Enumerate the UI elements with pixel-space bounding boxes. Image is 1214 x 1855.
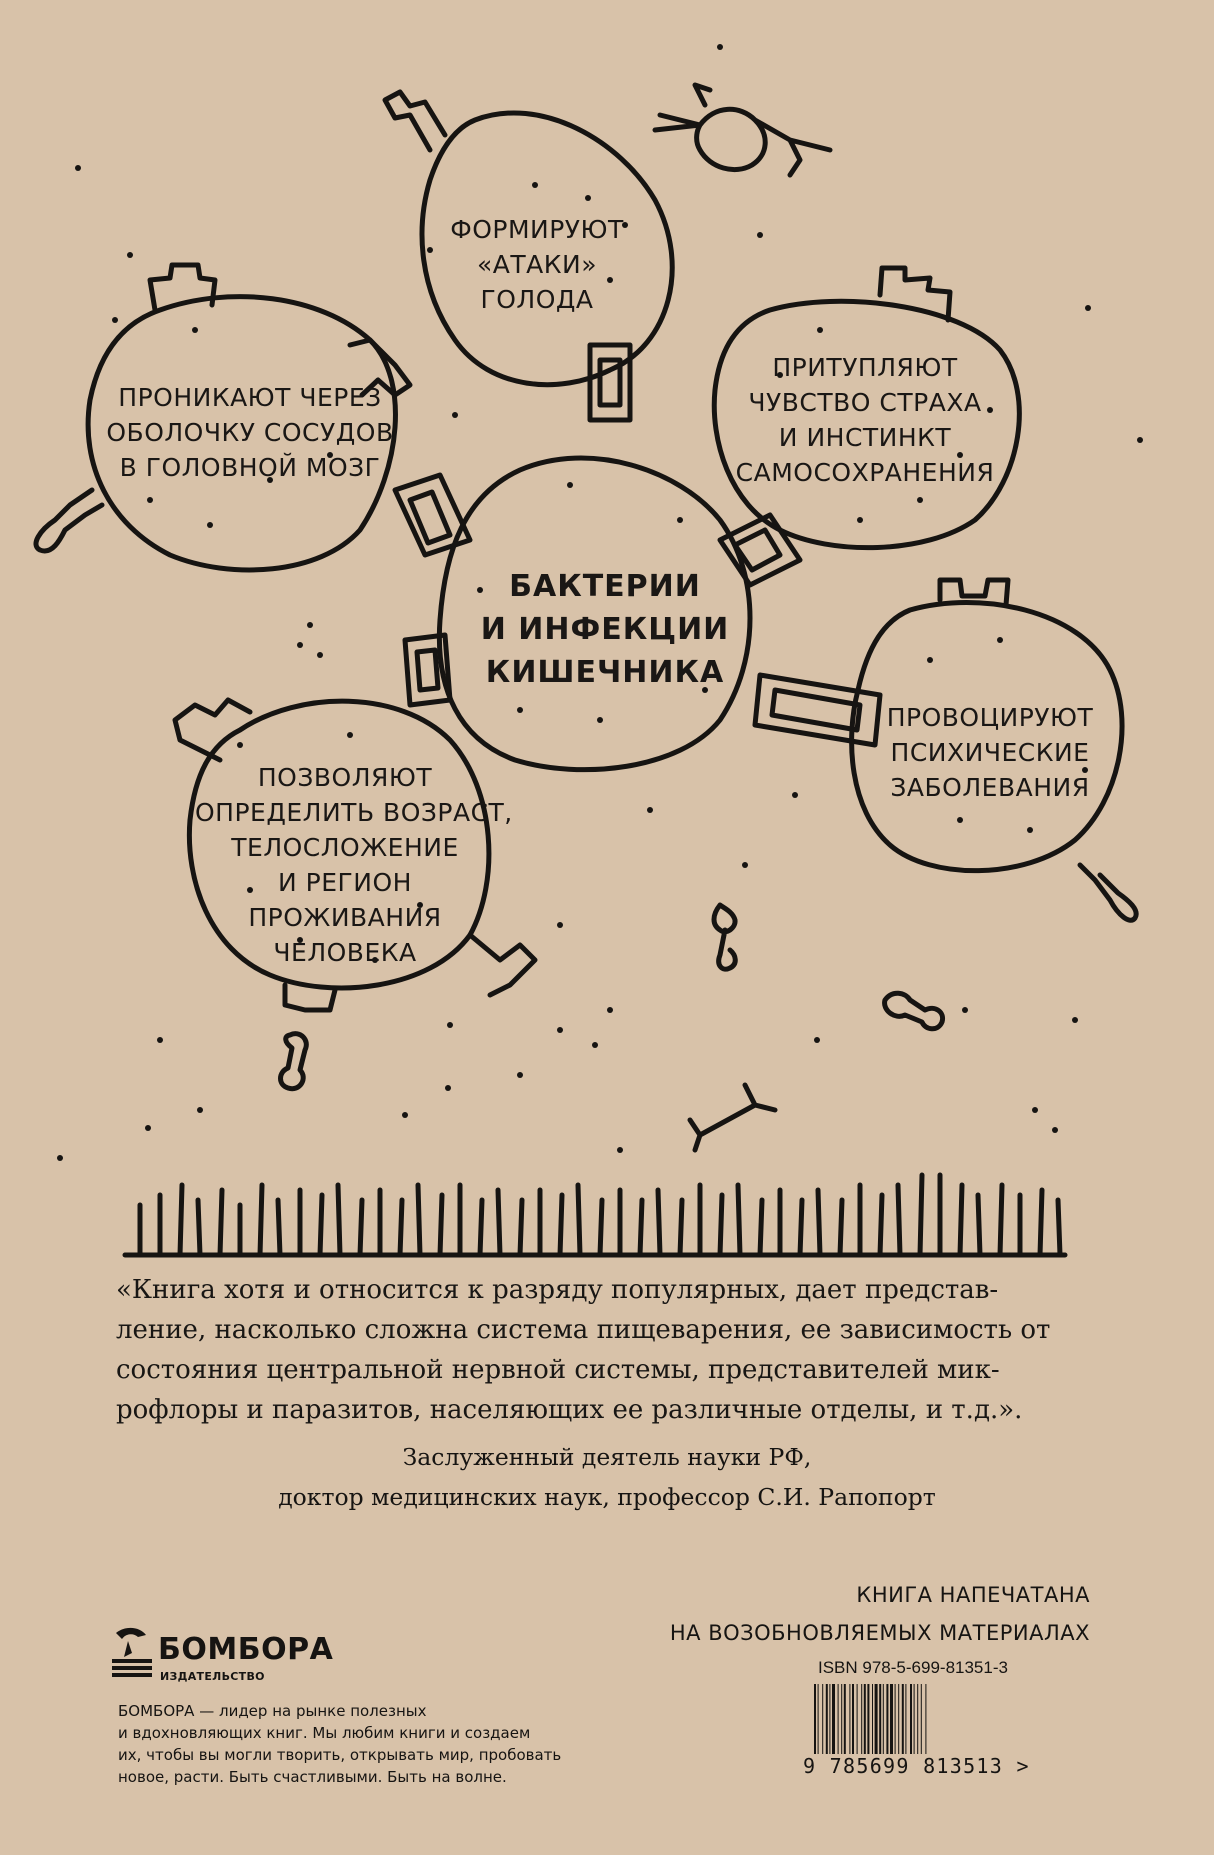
- blob-text-left: ПРОНИКАЮТ ЧЕРЕЗ ОБОЛОЧКУ СОСУДОВ В ГОЛОВНОЙ МОЗГ: [106, 383, 394, 482]
- blob-text-right: ПРОВОЦИРУЮТ ПСИХИЧЕСКИЕ ЗАБОЛЕВАНИЯ: [886, 703, 1094, 802]
- blob-text-top: ФОРМИРУЮТ «АТАКИ» ГОЛОДА: [450, 215, 624, 314]
- chain-link-left: [395, 475, 470, 555]
- left-blob-tail: [36, 490, 102, 551]
- eco-note: КНИГА НАПЕЧАТАНА НА ВОЗОБНОВЛЯЕМЫХ МАТЕРИАЛАХ: [669, 1583, 1090, 1645]
- quote-line: состояния центральной нервной системы, представителей мик-: [116, 1355, 1000, 1385]
- blob-text-center: БАКТЕРИИ И ИНФЕКЦИИ КИШЕЧНИКА: [480, 569, 730, 690]
- cilia-row: [140, 1175, 1060, 1255]
- quote-line: ление, насколько сложна система пищеварения, ее зависимость от: [116, 1315, 1051, 1345]
- bone-squiggle-3: [281, 1034, 307, 1089]
- quote-line: рофлоры и паразитов, населяющих ее различные отделы, и т.д.».: [116, 1395, 1023, 1425]
- barcode-digits: 9 785699 813513 >: [803, 1754, 1030, 1778]
- blob-text-right-top: ПРИТУПЛЯЮТ ЧУВСТВО СТРАХА И ИНСТИНКТ САМОСОХРАНЕНИЯ: [735, 353, 995, 487]
- flying-bacterium: [655, 85, 830, 175]
- quote-line: «Книга хотя и относится к разряду популярных, дает представ-: [116, 1275, 999, 1305]
- bombora-logo-icon: [108, 1623, 158, 1683]
- bone-squiggle-1: [714, 905, 735, 969]
- right-top-blob-appendage: [880, 268, 950, 320]
- chain-link-top: [590, 345, 630, 420]
- top-blob-appendage: [385, 92, 445, 150]
- publisher-sub: ИЗДАТЕЛЬСТВО: [160, 1670, 265, 1683]
- publisher-name: БОМБОРА: [158, 1632, 334, 1667]
- barcode: [812, 1684, 1038, 1760]
- bone-squiggle-2: [885, 993, 943, 1029]
- right-blob-tail: [1080, 865, 1136, 920]
- review-quote: [116, 1270, 1098, 1430]
- arrow-squiggle: [690, 1085, 775, 1150]
- blob-text-bottom-left: ПОЗВОЛЯЮТ ОПРЕДЕЛИТЬ ВОЗРАСТ, ТЕЛОСЛОЖЕНИЕ И РЕГИОН ПРОЖИВАНИЯ ЧЕЛОВЕКА: [195, 763, 513, 967]
- publisher-blurb: БОМБОРА — лидер на рынке полезных и вдохновляющих книг. Мы любим книги и создаем их, чтобы вы могли творить, открывать мир, пробовать новое, расти. Быть счастливыми. Быть на волне.: [118, 1702, 562, 1786]
- quote-attribution: Заслуженный деятель науки РФ, доктор медицинских наук, профессор С.И. Рапопорт: [278, 1443, 936, 1511]
- isbn-label: ISBN 978-5-699-81351-3: [818, 1658, 1008, 1677]
